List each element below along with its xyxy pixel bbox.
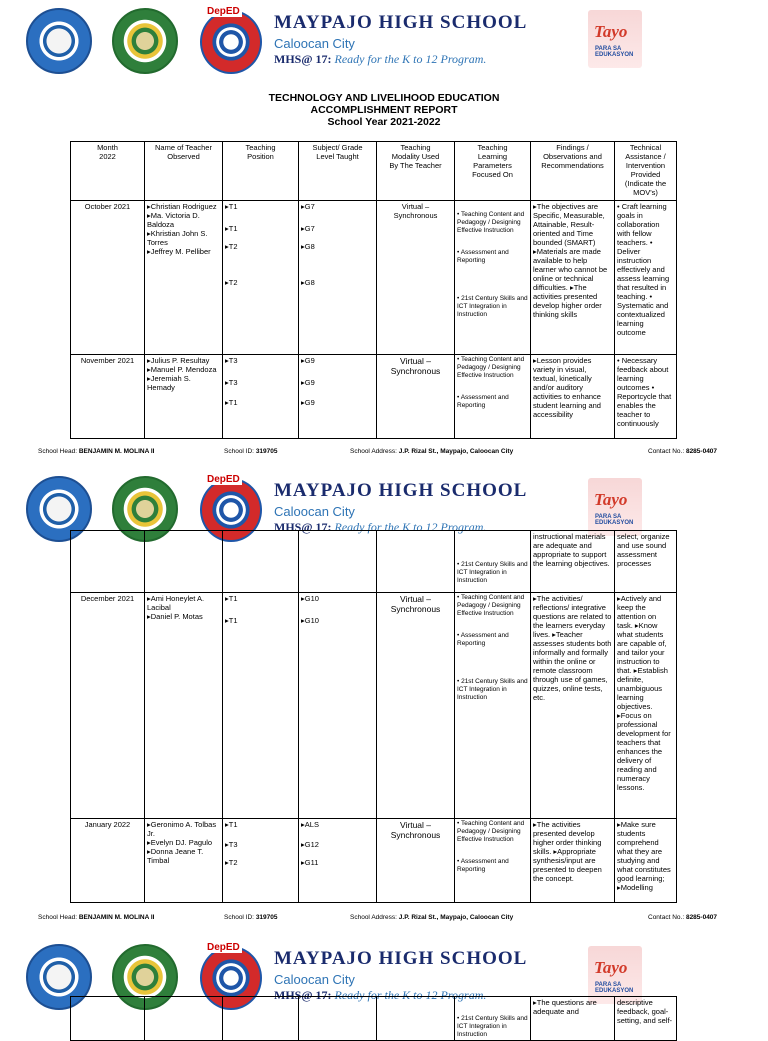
- month-cell: [71, 531, 145, 593]
- parameter-item: • 21st Century Skills and ICT Integration in Instruction: [457, 295, 528, 318]
- school-motto: [274, 52, 486, 67]
- report-title-line2: ACCOMPLISHMENT REPORT: [310, 104, 458, 116]
- footer-label: School Head:: [38, 448, 78, 455]
- technical-assistance-cell: descriptive feedback, goal-setting, and self-: [615, 997, 677, 1041]
- motto-text: Ready for the K to 12 Program.: [334, 52, 487, 66]
- column-header: Name of Teacher Observed: [145, 142, 223, 201]
- report-page-2: [0, 468, 768, 934]
- column-header: Teaching Modality Used By The Teacher: [377, 142, 455, 201]
- parameter-item: • 21st Century Skills and ICT Integration in Instruction: [457, 1015, 528, 1038]
- motto-key: MHS@ 17:: [274, 52, 332, 66]
- positions-cell: [223, 201, 299, 355]
- parameter-item: • Assessment and Reporting: [457, 632, 509, 647]
- parameter-item: • Teaching Content and Pedagogy / Designing Effective Instruction: [457, 820, 525, 843]
- technical-assistance-cell: ▸Make sure students comprehend what they are studying and what constitutes good learning; ▸Modelling: [615, 819, 677, 903]
- footer-label: School ID:: [224, 914, 254, 921]
- findings-cell: ▸The activities/ reflections/ integrative questions are related to the learners everyday lives. ▸Teacher assesses students both informally and formally within the online or remote classroom through use of games, quizzes, online tests, etc.: [531, 593, 615, 819]
- footer-contact: [648, 914, 717, 921]
- report-page-1: [0, 0, 768, 466]
- footer-school-id: [224, 914, 278, 921]
- findings-cell: ▸Lesson provides variety in visual, textual, kinetically and/or auditory activities to enhance student learning and accessibility: [531, 355, 615, 439]
- tayo-logo-text: Tayo: [594, 22, 628, 41]
- motto-text: Ready for the K to 12 Program.: [334, 988, 487, 1002]
- month-cell: October 2021: [71, 201, 145, 355]
- grade: ▸G11: [301, 858, 319, 867]
- parameters-cell: [455, 819, 531, 903]
- school-name: MAYPAJO HIGH SCHOOL: [274, 948, 528, 969]
- deped-logo-text: DepED: [207, 942, 240, 953]
- parameters-cell: [455, 531, 531, 593]
- grades-cell: [299, 997, 377, 1041]
- parameter-item: • Teaching Content and Pedagogy / Designing Effective Instruction: [457, 594, 525, 617]
- teacher-name: ▸Julius P. Resultay: [147, 356, 210, 365]
- motto-key: MHS@ 17:: [274, 520, 332, 534]
- month-cell: [71, 997, 145, 1041]
- column-header: Subject/ Grade Level Taught: [299, 142, 377, 201]
- teacher-name: ▸Khristian John S. Torres: [147, 229, 208, 247]
- letterhead: [0, 0, 768, 90]
- grade: ▸G7: [301, 202, 315, 211]
- footer-value: 8285-0407: [685, 914, 718, 921]
- grades-cell: [299, 819, 377, 903]
- motto-text: Ready for the K to 12 Program.: [334, 520, 487, 534]
- school-city: Caloocan City: [274, 504, 355, 519]
- footer-value: BENJAMIN M. MOLINA II: [78, 448, 155, 455]
- position: ▸T1: [225, 224, 238, 233]
- position: ▸T2: [225, 858, 238, 867]
- tayo-logo-text: Tayo: [594, 490, 628, 509]
- grade: ▸G9: [301, 378, 315, 387]
- modality-cell: Virtual – Synchronous: [377, 201, 455, 355]
- table-row: [71, 531, 677, 593]
- footer-label: School ID:: [224, 448, 254, 455]
- teacher-name: ▸Daniel P. Motas: [147, 612, 203, 621]
- footer-label: Contact No.:: [648, 914, 685, 921]
- footer-value: 319705: [255, 914, 278, 921]
- footer-value: J.P. Rizal St., Maypajo, Caloocan City: [398, 914, 514, 921]
- report-title-line1: TECHNOLOGY AND LIVELIHOOD EDUCATION: [268, 92, 500, 104]
- teacher-name: ▸Ami Honeylet A. Lacibal: [147, 594, 205, 612]
- report-table: [70, 141, 677, 439]
- column-header: Month 2022: [71, 142, 145, 201]
- school-seal-icon: [200, 10, 262, 74]
- position: ▸T1: [225, 202, 238, 211]
- parameter-item: • Teaching Content and Pedagogy / Designing Effective Instruction: [457, 211, 525, 234]
- footer-value: 8285-0407: [685, 448, 718, 455]
- technical-assistance-cell: select, organize and use sound assessment processes: [615, 531, 677, 593]
- teacher-name: ▸Manuel P. Mendoza: [147, 365, 217, 374]
- grades-cell: [299, 593, 377, 819]
- grade: ▸G8: [301, 242, 315, 251]
- school-name: MAYPAJO HIGH SCHOOL: [274, 12, 528, 33]
- position: ▸T2: [225, 242, 238, 251]
- parameter-item: • 21st Century Skills and ICT Integration in Instruction: [457, 678, 528, 701]
- footer-label: Contact No.:: [648, 448, 685, 455]
- tayo-logo-subtext: PARA SA EDUKASYON: [595, 982, 634, 994]
- table-header-row: [71, 142, 677, 201]
- footer-value: BENJAMIN M. MOLINA II: [78, 914, 155, 921]
- modality-cell: [377, 997, 455, 1041]
- grade: ▸G9: [301, 398, 315, 407]
- parameters-cell: [455, 997, 531, 1041]
- month-cell: December 2021: [71, 593, 145, 819]
- position: ▸T1: [225, 398, 238, 407]
- motto-key: MHS@ 17:: [274, 988, 332, 1002]
- grade: ▸G7: [301, 224, 315, 233]
- position: ▸T3: [225, 378, 238, 387]
- modality-cell: Virtual – Synchronous: [377, 819, 455, 903]
- parameter-item: • Assessment and Reporting: [457, 394, 509, 409]
- grades-cell: [299, 531, 377, 593]
- teacher-name: ▸Jeffrey M. Pelliber: [147, 247, 211, 256]
- tayo-logo-subtext: PARA SA EDUKASYON: [595, 514, 634, 526]
- footer-school-head: [38, 448, 154, 455]
- positions-cell: [223, 997, 299, 1041]
- column-header: Teaching Position: [223, 142, 299, 201]
- grade: ▸G8: [301, 278, 315, 287]
- school-city: Caloocan City: [274, 972, 355, 987]
- findings-cell: ▸The activities presented develop higher order thinking skills. ▸Appropriate synthesis/input are presented to deepen the concept.: [531, 819, 615, 903]
- findings-cell: ▸The objectives are Specific, Measurable, Attainable, Result-oriented and Time bounded (SMART) ▸Materials are made available to help learner who cannot be online or technical difficulties. ▸The activities presented develop higher order thinking skills: [531, 201, 615, 355]
- tayo-logo-subtext: PARA SA EDUKASYON: [595, 46, 634, 58]
- deped-logo-text: DepED: [207, 6, 240, 17]
- grade: ▸G10: [301, 616, 319, 625]
- teacher-names-cell: [145, 819, 223, 903]
- table-row: [71, 355, 677, 439]
- grade: ▸ALS: [301, 820, 319, 829]
- deped-logo-text: DepED: [207, 474, 240, 485]
- positions-cell: [223, 531, 299, 593]
- report-table: [70, 530, 677, 903]
- tayo-logo-icon: [588, 10, 642, 68]
- modality-cell: [377, 531, 455, 593]
- teacher-name: ▸Christian Rodriguez: [147, 202, 217, 211]
- month-cell: November 2021: [71, 355, 145, 439]
- grade: ▸G12: [301, 840, 319, 849]
- parameters-cell: [455, 355, 531, 439]
- parameter-item: • Teaching Content and Pedagogy / Designing Effective Instruction: [457, 356, 525, 379]
- column-header: Technical Assistance / Intervention Provided (Indicate the MOV's): [615, 142, 677, 201]
- modality-cell: Virtual – Synchronous: [377, 593, 455, 819]
- grade: ▸G10: [301, 594, 319, 603]
- teacher-name: ▸Donna Jeane T. Timbal: [147, 847, 204, 865]
- teacher-name: ▸Evelyn DJ. Pagulo: [147, 838, 213, 847]
- table-row: [71, 201, 677, 355]
- teacher-names-cell: [145, 593, 223, 819]
- position: ▸T3: [225, 840, 238, 849]
- parameters-cell: [455, 201, 531, 355]
- teacher-name: ▸Geronimo A. Tolbas Jr.: [147, 820, 217, 838]
- report-title: [0, 92, 768, 128]
- parameters-cell: [455, 593, 531, 819]
- tayo-logo-text: Tayo: [594, 958, 628, 977]
- table-row: [71, 997, 677, 1041]
- positions-cell: [223, 593, 299, 819]
- footer-school-head: [38, 914, 154, 921]
- position: ▸T1: [225, 594, 238, 603]
- parameter-item: • Assessment and Reporting: [457, 858, 509, 873]
- footer-contact: [648, 448, 717, 455]
- grades-cell: [299, 355, 377, 439]
- teacher-name: ▸Ma. Victoria D. Baldoza: [147, 211, 200, 229]
- footer-label: School Address:: [350, 914, 397, 921]
- grade: ▸G9: [301, 356, 315, 365]
- parameter-item: • Assessment and Reporting: [457, 249, 509, 264]
- school-city: Caloocan City: [274, 36, 355, 51]
- footer-label: School Head:: [38, 914, 78, 921]
- month-cell: January 2022: [71, 819, 145, 903]
- footer-school-address: [350, 914, 513, 921]
- technical-assistance-cell: • Craft learning goals in collaboration with fellow teachers. • Deliver instruction effectively and assess learning that resulted in teaching. • Systematic and contextualized learning outcome: [615, 201, 677, 355]
- footer-school-id: [224, 448, 278, 455]
- teacher-names-cell: [145, 355, 223, 439]
- school-name: MAYPAJO HIGH SCHOOL: [274, 480, 528, 501]
- report-table: [70, 996, 677, 1041]
- footer-label: School Address:: [350, 448, 397, 455]
- position: ▸T2: [225, 278, 238, 287]
- modality-cell: Virtual – Synchronous: [377, 355, 455, 439]
- teacher-names-cell: [145, 201, 223, 355]
- position: ▸T1: [225, 820, 238, 829]
- table-row: [71, 819, 677, 903]
- technical-assistance-cell: • Necessary feedback about learning outcomes • Reportcycle that enables the teacher to continuously: [615, 355, 677, 439]
- position: ▸T1: [225, 616, 238, 625]
- parameter-item: • 21st Century Skills and ICT Integration in Instruction: [457, 561, 528, 584]
- footer-value: J.P. Rizal St., Maypajo, Caloocan City: [398, 448, 514, 455]
- footer-value: 319705: [255, 448, 278, 455]
- position: ▸T3: [225, 356, 238, 365]
- findings-cell: ▸The questions are adequate and: [531, 997, 615, 1041]
- teacher-names-cell: [145, 531, 223, 593]
- report-title-line3: School Year 2021-2022: [327, 116, 441, 128]
- table-row: [71, 593, 677, 819]
- tayo-logo-icon: [588, 478, 642, 536]
- positions-cell: [223, 355, 299, 439]
- report-page-3: [0, 936, 768, 1038]
- grades-cell: [299, 201, 377, 355]
- column-header: Findings / Observations and Recommendations: [531, 142, 615, 201]
- teacher-name: ▸Jeremiah S. Hemady: [147, 374, 191, 392]
- division-seal-icon: [112, 8, 178, 74]
- technical-assistance-cell: ▸Actively and keep the attention on task. ▸Know what students are capable of, and tailor your instruction to that. ▸Establish definite, unambiguous learning objectives. ▸Focus on professional development for teachers that enhances the delivery of reading and numeracy lessons.: [615, 593, 677, 819]
- footer-school-address: [350, 448, 513, 455]
- column-header: Teaching Learning Parameters Focused On: [455, 142, 531, 201]
- positions-cell: [223, 819, 299, 903]
- findings-cell: instructional materials are adequate and appropriate to support the learning objectives.: [531, 531, 615, 593]
- teacher-names-cell: [145, 997, 223, 1041]
- deped-seal-icon: [26, 8, 92, 74]
